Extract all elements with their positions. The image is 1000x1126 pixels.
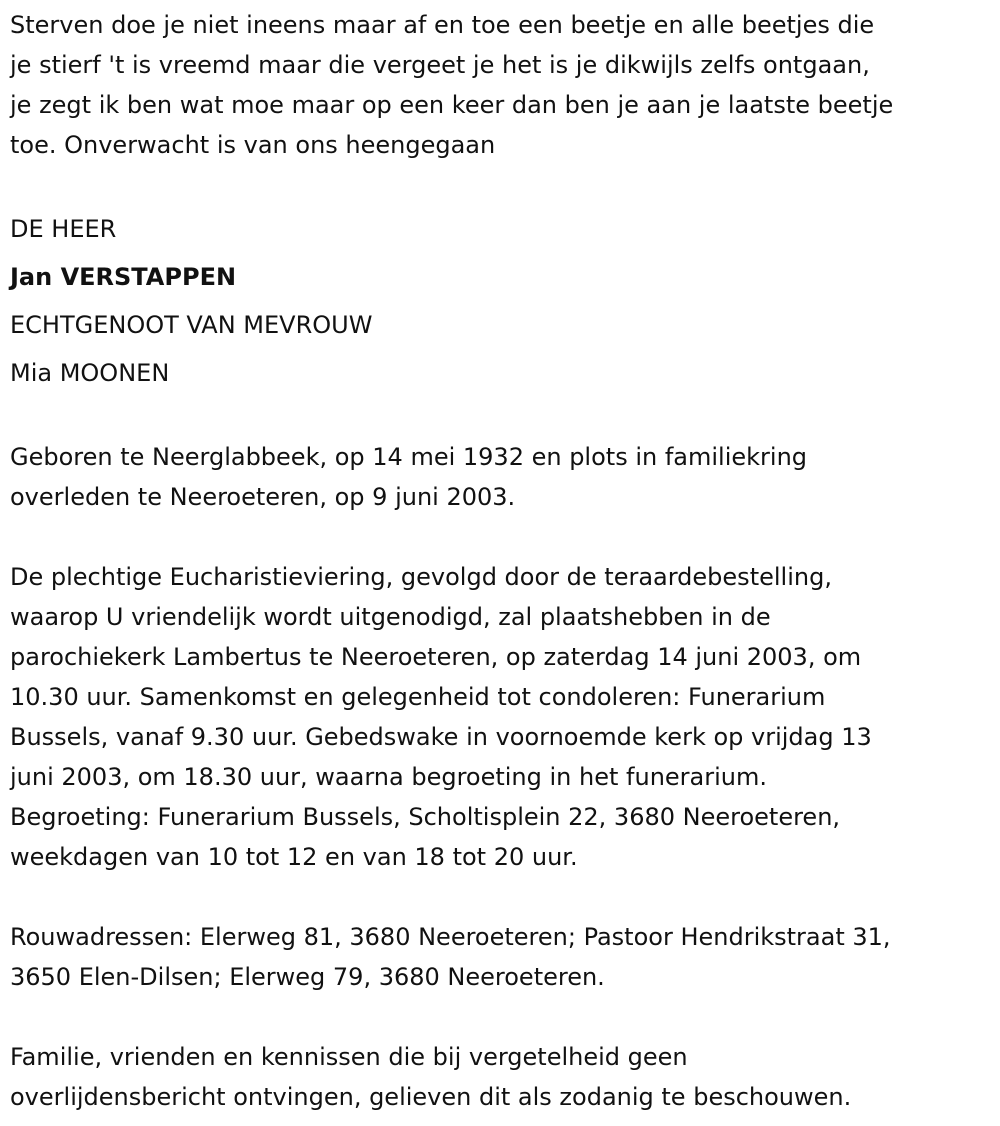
life-block xyxy=(10,437,990,517)
deceased-block xyxy=(10,205,990,397)
ceremony-line: weekdagen van 10 tot 12 en van 18 tot 20 uur. xyxy=(10,843,578,871)
ceremony-line: Bussels, vanaf 9.30 uur. Gebedswake in voornoemde kerk op vrijdag 13 xyxy=(10,723,872,751)
life-line: overleden te Neeroeteren, op 9 juni 2003. xyxy=(10,483,516,511)
ceremony-line: 10.30 uur. Samenkomst en gelegenheid tot condoleren: Funerarium xyxy=(10,683,826,711)
section-gap xyxy=(10,877,990,917)
ceremony-line: waarop U vriendelijk wordt uitgenodigd, zal plaatshebben in de xyxy=(10,603,771,631)
address-line: 3650 Elen-Dilsen; Elerweg 79, 3680 Neeroeteren. xyxy=(10,963,605,991)
notice-block xyxy=(10,1037,990,1117)
life-line: Geboren te Neerglabbeek, op 14 mei 1932 en plots in familiekring xyxy=(10,443,808,471)
section-gap xyxy=(10,517,990,557)
poem-line: je stierf 't is vreemd maar die vergeet je het is je dikwijls zelfs ontgaan, xyxy=(10,51,870,79)
section-gap xyxy=(10,165,990,205)
section-gap xyxy=(10,997,990,1037)
poem-line: toe. Onverwacht is van ons heengegaan xyxy=(10,131,496,159)
ceremony-line: De plechtige Eucharistieviering, gevolgd door de teraardebestelling, xyxy=(10,563,832,591)
poem-line: Sterven doe je niet ineens maar af en toe een beetje en alle beetjes die xyxy=(10,11,875,39)
addresses-block xyxy=(10,917,990,997)
poem-block xyxy=(10,5,990,165)
ceremony-line: juni 2003, om 18.30 uur, waarna begroeting in het funerarium. xyxy=(10,763,767,791)
notice-line: overlijdensbericht ontvingen, gelieven dit als zodanig te beschouwen. xyxy=(10,1083,852,1111)
ceremony-block xyxy=(10,557,990,877)
section-gap xyxy=(10,397,990,437)
poem-line: je zegt ik ben wat moe maar op een keer dan ben je aan je laatste beetje xyxy=(10,91,894,119)
deceased-relation: ECHTGENOOT VAN MEVROUW xyxy=(10,311,373,339)
notice-line: Familie, vrienden en kennissen die bij vergetelheid geen xyxy=(10,1043,688,1071)
address-line: Rouwadressen: Elerweg 81, 3680 Neeroeteren; Pastoor Hendrikstraat 31, xyxy=(10,923,891,951)
ceremony-line: Begroeting: Funerarium Bussels, Scholtisplein 22, 3680 Neeroeteren, xyxy=(10,803,841,831)
deceased-title: DE HEER xyxy=(10,215,117,243)
spouse-name: Mia MOONEN xyxy=(10,359,170,387)
deceased-name: Jan VERSTAPPEN xyxy=(10,263,237,291)
ceremony-line: parochiekerk Lambertus te Neeroeteren, op zaterdag 14 juni 2003, om xyxy=(10,643,862,671)
